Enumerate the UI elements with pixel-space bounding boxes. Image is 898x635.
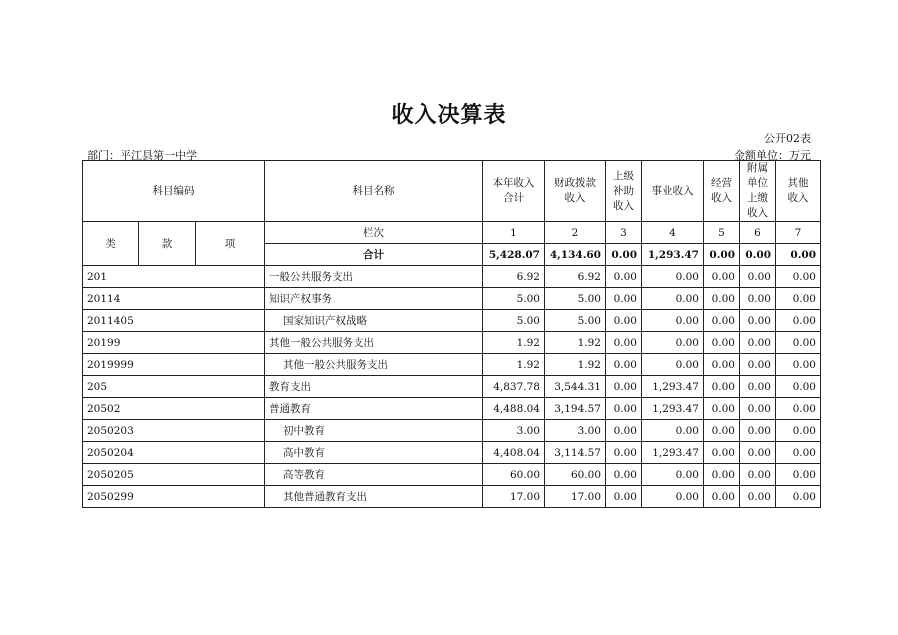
amount-cell: 0.00 (740, 464, 776, 486)
amount-cell: 17.00 (545, 486, 606, 508)
table-row (83, 354, 821, 376)
column-number: 3 (606, 222, 642, 244)
amount-cell: 0.00 (606, 288, 642, 310)
amount-cell: 0.00 (642, 420, 704, 442)
amount-cell: 0.00 (606, 376, 642, 398)
subject-code-cell: 2019999 (83, 354, 265, 376)
amount-cell: 0.00 (704, 464, 740, 486)
subject-code-cell: 201 (83, 266, 265, 288)
amount-cell: 0.00 (740, 310, 776, 332)
amount-cell: 4,488.04 (483, 398, 545, 420)
amount-cell: 0.00 (704, 486, 740, 508)
subject-code-cell: 2011405 (83, 310, 265, 332)
table-row (83, 398, 821, 420)
amount-cell: 0.00 (776, 288, 821, 310)
department-label: 部门：平江县第一中学 (87, 149, 197, 162)
amount-cell: 0.00 (740, 486, 776, 508)
amount-cell: 0.00 (704, 376, 740, 398)
amount-cell: 0.00 (704, 332, 740, 354)
subject-name-cell: 教育支出 (265, 376, 483, 398)
amount-cell: 0.00 (776, 310, 821, 332)
header-fiscal: 财政拨款 收入 (545, 161, 606, 222)
amount-cell: 0.00 (642, 486, 704, 508)
amount-cell: 0.00 (704, 442, 740, 464)
amount-cell: 3,194.57 (545, 398, 606, 420)
amount-cell: 0.00 (776, 486, 821, 508)
amount-cell: 1.92 (483, 332, 545, 354)
amount-cell: 0.00 (776, 420, 821, 442)
subject-name-cell: 一般公共服务支出 (265, 266, 483, 288)
subject-code-cell: 2050204 (83, 442, 265, 464)
total-value: 0.00 (606, 244, 642, 266)
column-number-label: 栏次 (265, 222, 483, 244)
column-number: 4 (642, 222, 704, 244)
amount-cell: 0.00 (606, 332, 642, 354)
amount-cell: 0.00 (704, 398, 740, 420)
amount-unit-label: 金额单位：万元 (734, 149, 811, 162)
amount-cell: 60.00 (483, 464, 545, 486)
amount-cell: 1.92 (545, 354, 606, 376)
amount-cell: 0.00 (704, 354, 740, 376)
amount-cell: 6.92 (483, 266, 545, 288)
amount-cell: 5.00 (545, 288, 606, 310)
header-xiang: 项 (196, 222, 265, 266)
header-superior: 上级 补助 收入 (606, 161, 642, 222)
amount-cell: 0.00 (606, 354, 642, 376)
amount-cell: 0.00 (776, 398, 821, 420)
total-value: 0.00 (704, 244, 740, 266)
header-operating: 经营 收入 (704, 161, 740, 222)
amount-cell: 0.00 (704, 288, 740, 310)
amount-cell: 0.00 (740, 398, 776, 420)
amount-cell: 0.00 (740, 332, 776, 354)
header-affiliated: 附属 单位 上缴 收入 (740, 161, 776, 222)
amount-cell: 60.00 (545, 464, 606, 486)
subject-code-cell: 20502 (83, 398, 265, 420)
amount-cell: 3.00 (545, 420, 606, 442)
subject-name-cell: 国家知识产权战略 (265, 310, 483, 332)
total-value: 4,134.60 (545, 244, 606, 266)
subject-code-cell: 2050299 (83, 486, 265, 508)
table-row (83, 420, 821, 442)
amount-cell: 17.00 (483, 486, 545, 508)
amount-cell: 4,837.78 (483, 376, 545, 398)
amount-cell: 0.00 (642, 354, 704, 376)
amount-cell: 0.00 (606, 310, 642, 332)
amount-cell: 1.92 (545, 332, 606, 354)
amount-cell: 3,544.31 (545, 376, 606, 398)
amount-cell: 1,293.47 (642, 376, 704, 398)
header-other: 其他 收入 (776, 161, 821, 222)
subject-name-cell: 高等教育 (265, 464, 483, 486)
amount-cell: 0.00 (740, 266, 776, 288)
subject-name-cell: 普通教育 (265, 398, 483, 420)
amount-cell: 4,408.04 (483, 442, 545, 464)
subject-code-cell: 20199 (83, 332, 265, 354)
amount-cell: 3.00 (483, 420, 545, 442)
column-number: 5 (704, 222, 740, 244)
column-number: 1 (483, 222, 545, 244)
amount-cell: 1,293.47 (642, 442, 704, 464)
subject-name-cell: 初中教育 (265, 420, 483, 442)
column-number: 2 (545, 222, 606, 244)
amount-cell: 0.00 (704, 420, 740, 442)
amount-cell: 1,293.47 (642, 398, 704, 420)
column-number: 7 (776, 222, 821, 244)
amount-cell: 0.00 (642, 288, 704, 310)
amount-cell: 0.00 (606, 398, 642, 420)
amount-cell: 0.00 (642, 310, 704, 332)
amount-cell: 0.00 (642, 332, 704, 354)
amount-cell: 0.00 (776, 354, 821, 376)
subject-name-cell: 其他一般公共服务支出 (265, 332, 483, 354)
table-row (83, 442, 821, 464)
column-number-row (83, 222, 821, 244)
form-code: 公开02表 (764, 132, 811, 145)
amount-cell: 0.00 (704, 310, 740, 332)
subject-name-cell: 知识产权事务 (265, 288, 483, 310)
table-row (83, 266, 821, 288)
header-kuan: 款 (139, 222, 196, 266)
amount-cell: 0.00 (776, 332, 821, 354)
amount-cell: 0.00 (740, 354, 776, 376)
amount-cell: 0.00 (740, 376, 776, 398)
header-subject-code: 科目编码 (83, 161, 265, 222)
subject-code-cell: 20114 (83, 288, 265, 310)
header-row (83, 161, 821, 222)
subject-name-cell: 高中教育 (265, 442, 483, 464)
amount-cell: 6.92 (545, 266, 606, 288)
subject-name-cell: 其他一般公共服务支出 (265, 354, 483, 376)
total-value: 0.00 (740, 244, 776, 266)
amount-cell: 0.00 (740, 420, 776, 442)
amount-cell: 0.00 (606, 442, 642, 464)
total-value: 5,428.07 (483, 244, 545, 266)
amount-cell: 0.00 (704, 266, 740, 288)
table-row (83, 376, 821, 398)
amount-cell: 5.00 (545, 310, 606, 332)
total-label: 合计 (265, 244, 483, 266)
amount-cell: 1.92 (483, 354, 545, 376)
amount-cell: 0.00 (776, 266, 821, 288)
table-row (83, 464, 821, 486)
subject-code-cell: 2050205 (83, 464, 265, 486)
subject-name-cell: 其他普通教育支出 (265, 486, 483, 508)
amount-cell: 5.00 (483, 310, 545, 332)
income-table (82, 160, 821, 508)
amount-cell: 0.00 (642, 464, 704, 486)
amount-cell: 0.00 (606, 266, 642, 288)
total-value: 0.00 (776, 244, 821, 266)
total-value: 1,293.47 (642, 244, 704, 266)
header-lei: 类 (83, 222, 139, 266)
table-row (83, 310, 821, 332)
amount-cell: 5.00 (483, 288, 545, 310)
amount-cell: 0.00 (606, 486, 642, 508)
header-subject-name: 科目名称 (265, 161, 483, 222)
table-row (83, 486, 821, 508)
amount-cell: 0.00 (606, 464, 642, 486)
amount-cell: 0.00 (776, 442, 821, 464)
column-number: 6 (740, 222, 776, 244)
amount-cell: 0.00 (740, 288, 776, 310)
subject-code-cell: 2050203 (83, 420, 265, 442)
table-row (83, 332, 821, 354)
header-total: 本年收入 合计 (483, 161, 545, 222)
amount-cell: 0.00 (606, 420, 642, 442)
subject-code-cell: 205 (83, 376, 265, 398)
header-business: 事业收入 (642, 161, 704, 222)
amount-cell: 0.00 (740, 442, 776, 464)
amount-cell: 0.00 (776, 376, 821, 398)
amount-cell: 3,114.57 (545, 442, 606, 464)
amount-cell: 0.00 (642, 266, 704, 288)
amount-cell: 0.00 (776, 464, 821, 486)
table-row (83, 288, 821, 310)
page-title: 收入决算表 (391, 102, 507, 128)
